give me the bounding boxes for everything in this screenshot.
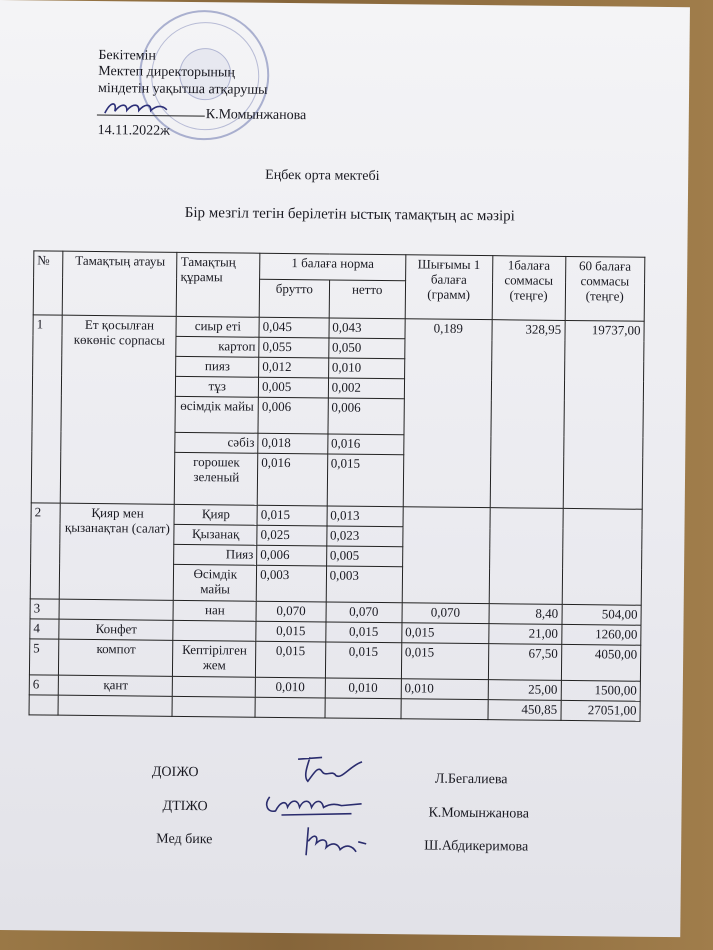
header-cost1: 1балаға соммасы (теңге) [492,256,565,321]
table-row: 2 Қияр мен қызанақтан (салат) Қияр 0,015 0,013 [31,503,642,529]
signature-1 [292,751,372,788]
signature-role-1: ДОІЖО [151,764,199,781]
signature-name-3: Ш.Абдикеримова [424,838,529,855]
signature-name-2: К.Момынжанова [428,805,530,822]
total-cost60: 27051,00 [561,700,641,721]
director-signature [97,97,207,120]
total-cost1: 450,85 [488,700,561,721]
signature-role-3: Мед бике [156,831,213,848]
dish-name: Ет қосылған көкөніс сорпасы [61,315,177,504]
header-cost60: 60 балаға соммасы (теңге) [565,256,645,321]
approval-line-1: Бекітемін [98,48,157,64]
table-row: 1 Ет қосылған көкөніс сорпасы сиыр еті 0,045 0,043 0,189 328,95 19737,00 [33,315,644,341]
header-composition: Тамақтың құрамы [177,252,260,317]
document-title: Бір мезгіл тегін берілетін ыстық тамақтың ас мәзірі [184,204,515,225]
header-dish: Тамақтың атауы [63,251,178,316]
menu-table: № Тамақтың атауы Тамақтың құрамы 1 балаға норма Шығымы 1 балаға (грамм) 1балаға соммасы (теңге) 60 балаға соммасы (теңге) брутто нетто 1 Ет қосылған көкөніс сорпасы сиыр еті 0,045 0,043 0,189 328,95 19737,00 картоп 0,055 0,050 пияз 0,012 0,010 тұз 0,005 0,002 өсімдік майы 0,006 0,006 сәбіз 0,018 0,016 горошек зеленый 0,016 0,015 2 Қияр мен қызанақтан (салат) Қияр 0,015 0,013 Қызанақ 0,025 0,023 Пияз 0,006 0,005 Өсімдік майы 0,003 0,003 3 нан 0,070 0,070 0,070 8,40 504,00 4 Конфет 0,015 0,015 0,015 21,00 1260,00 5 компот Кептірілген жем 0,015 0,015 0,015 67,50 4050,00 6 қант 0,010 0,010 0,010 25,00 1500,00 450,85 27051,00 [29,250,646,721]
header-output: Шығымы 1 балаға (грамм) [405,255,493,320]
director-name: К.Момынжанова [205,107,307,124]
approval-line-2: Мектеп директорының [98,64,235,81]
approval-line-3: міндетін уақытша атқарушы [97,81,268,98]
table-row: 4 Конфет 0,015 0,015 0,015 21,00 1260,00 [30,619,641,645]
header-no: № [33,251,63,315]
signature-name-1: Л.Бегалиева [434,771,508,788]
signature-role-2: ДТІЖО [162,798,208,815]
table-row: 5 компот Кептірілген жем 0,015 0,015 0,015 67,50 4050,00 [29,639,640,681]
signature-2 [261,785,371,822]
table-row: 6 қант 0,010 0,010 0,010 25,00 1500,00 [29,675,640,701]
header-netto: нетто [329,280,405,319]
header-norm: 1 балаға норма [260,253,406,281]
dish-name: Қияр мен қызанақтан (салат) [60,503,175,600]
approval-date: 14.11.2022ж [97,123,170,139]
signature-3 [296,821,376,862]
school-name: Еңбек орта мектебі [265,167,380,184]
header-brutto: брутто [259,279,329,318]
table-row: 3 нан 0,070 0,070 0,070 8,40 504,00 [30,599,641,625]
